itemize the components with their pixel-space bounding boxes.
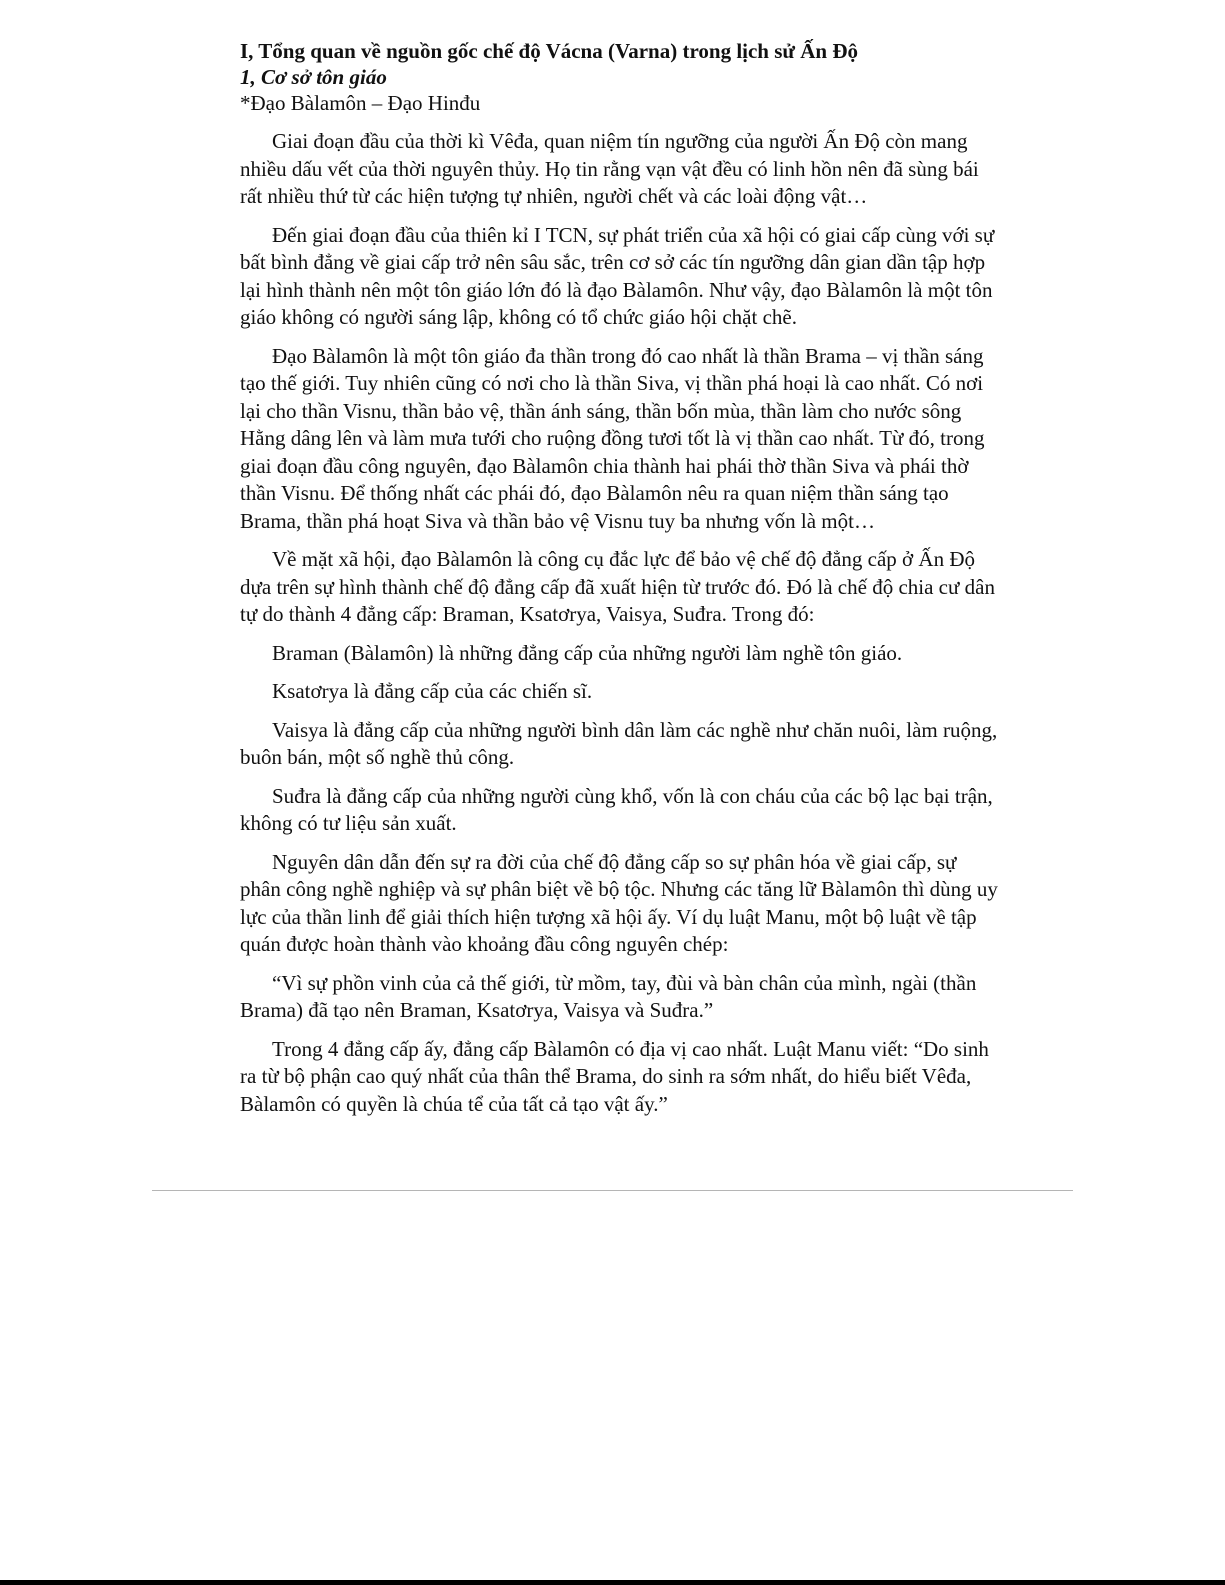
page-divider (152, 1190, 1073, 1191)
paragraph-veda-period: Giai đoạn đầu của thời kì Vêđa, quan niệm tín ngưỡng của người Ấn Độ còn mang nhiều dấu vết của thời nguyên thủy. Họ tin rằng vạn vật đều có linh hồn nên đã sùng bái rất nhiều thứ từ các hiện tượng tự nhiên, người chết và các loài động vật… (240, 129, 979, 208)
paragraph-brahman-status: Trong 4 đẳng cấp ấy, đẳng cấp Bàlamôn có địa vị cao nhất. Luật Manu viết: “Do sinh ra từ bộ phận cao quý nhất của thân thể Brama, do sinh ra sớm nhất, do hiểu biết Vêđa, Bàlamôn có quyền là chúa tể của tất cả tạo vật ấy.” (240, 1036, 989, 1116)
paragraph-vaisya: Vaisya là đẳng cấp của những người bình dân làm các nghề như chăn nuôi, làm ruộng, buôn bán, một số nghề thủ công. (240, 717, 998, 769)
paragraph-manu-quote: “Vì sự phồn vinh của cả thế giới, từ mồm, tay, đùi và bàn chân của mình, ngài (thần Brama) đã tạo nên Braman, Ksatơrya, Vaisya và Suđra.” (240, 970, 977, 1022)
bottom-edge-bar (0, 1580, 1225, 1585)
paragraph-ksatorya: Ksatơrya là đẳng cấp của các chiến sĩ. (272, 679, 593, 703)
document-page (240, 38, 1000, 1129)
paragraph-polytheism: Đạo Bàlamôn là một tôn giáo đa thần trong đó cao nhất là thần Brama – vị thần sáng tạo thế giới. Tuy nhiên cũng có nơi cho là thần Siva, vị thần phá hoại là cao nhất. Có nơi lại cho thần Visnu, thần bảo vệ, thần ánh sáng, thần bốn mùa, thần làm cho nước sông Hằng dâng lên và làm mưa tưới cho ruộng đồng tươi tốt là vị thần cao nhất. Từ đó, trong giai đoạn đầu công nguyên, đạo Bàlamôn chia thành hai phái thờ thần Siva và phái thờ thần Visnu. Để thống nhất các phái đó, đạo Bàlamôn nêu ra quan niệm thần sáng tạo Brama, thần phá hoạt Siva và thần bảo vệ Visnu tuy ba nhưng vốn là một… (240, 343, 985, 533)
paragraph-caste-causes: Nguyên dân dẫn đến sự ra đời của chế độ đẳng cấp so sự phân hóa về giai cấp, sự phân công nghề nghiệp và sự phân biệt về bộ tộc. Nhưng các tăng lữ Bàlamôn thì dùng uy lực của thần linh để giải thích hiện tượng xã hội ấy. Ví dụ luật Manu, một bộ luật về tập quán được hoàn thành vào khoảng đầu công nguyên chép: (240, 849, 998, 956)
paragraph-social-role: Về mặt xã hội, đạo Bàlamôn là công cụ đắc lực để bảo vệ chế độ đẳng cấp ở Ấn Độ dựa trên sự hình thành chế độ đẳng cấp đã xuất hiện từ trước đó. Đó là chế độ chia cư dân tự do thành 4 đẳng cấp: Braman, Ksatơrya, Vaisya, Suđra. Trong đó: (240, 547, 995, 626)
topic-heading: *Đạo Bàlamôn – Đạo Hinđu (240, 91, 481, 115)
document-title: I, Tổng quan về nguồn gốc chế độ Vácna (Varna) trong lịch sử Ấn Độ (240, 39, 859, 63)
section-subtitle: 1, Cơ sở tôn giáo (240, 65, 387, 89)
paragraph-sudra: Suđra là đẳng cấp của những người cùng khổ, vốn là con cháu của các bộ lạc bại trận, không có tư liệu sản xuất. (240, 783, 993, 835)
paragraph-braman: Braman (Bàlamôn) là những đẳng cấp của những người làm nghề tôn giáo. (272, 640, 903, 665)
paragraph-brahmanism-origin: Đến giai đoạn đầu của thiên kỉ I TCN, sự phát triển của xã hội có giai cấp cùng với sự bất bình đẳng về giai cấp trở nên sâu sắc, trên cơ sở các tín ngưỡng dân gian dần tập hợp lại hình thành nên một tôn giáo lớn đó là đạo Bàlamôn. Như vậy, đạo Bàlamôn là một tôn giáo không có người sáng lập, không có tổ chức giáo hội chặt chẽ. (240, 222, 995, 329)
